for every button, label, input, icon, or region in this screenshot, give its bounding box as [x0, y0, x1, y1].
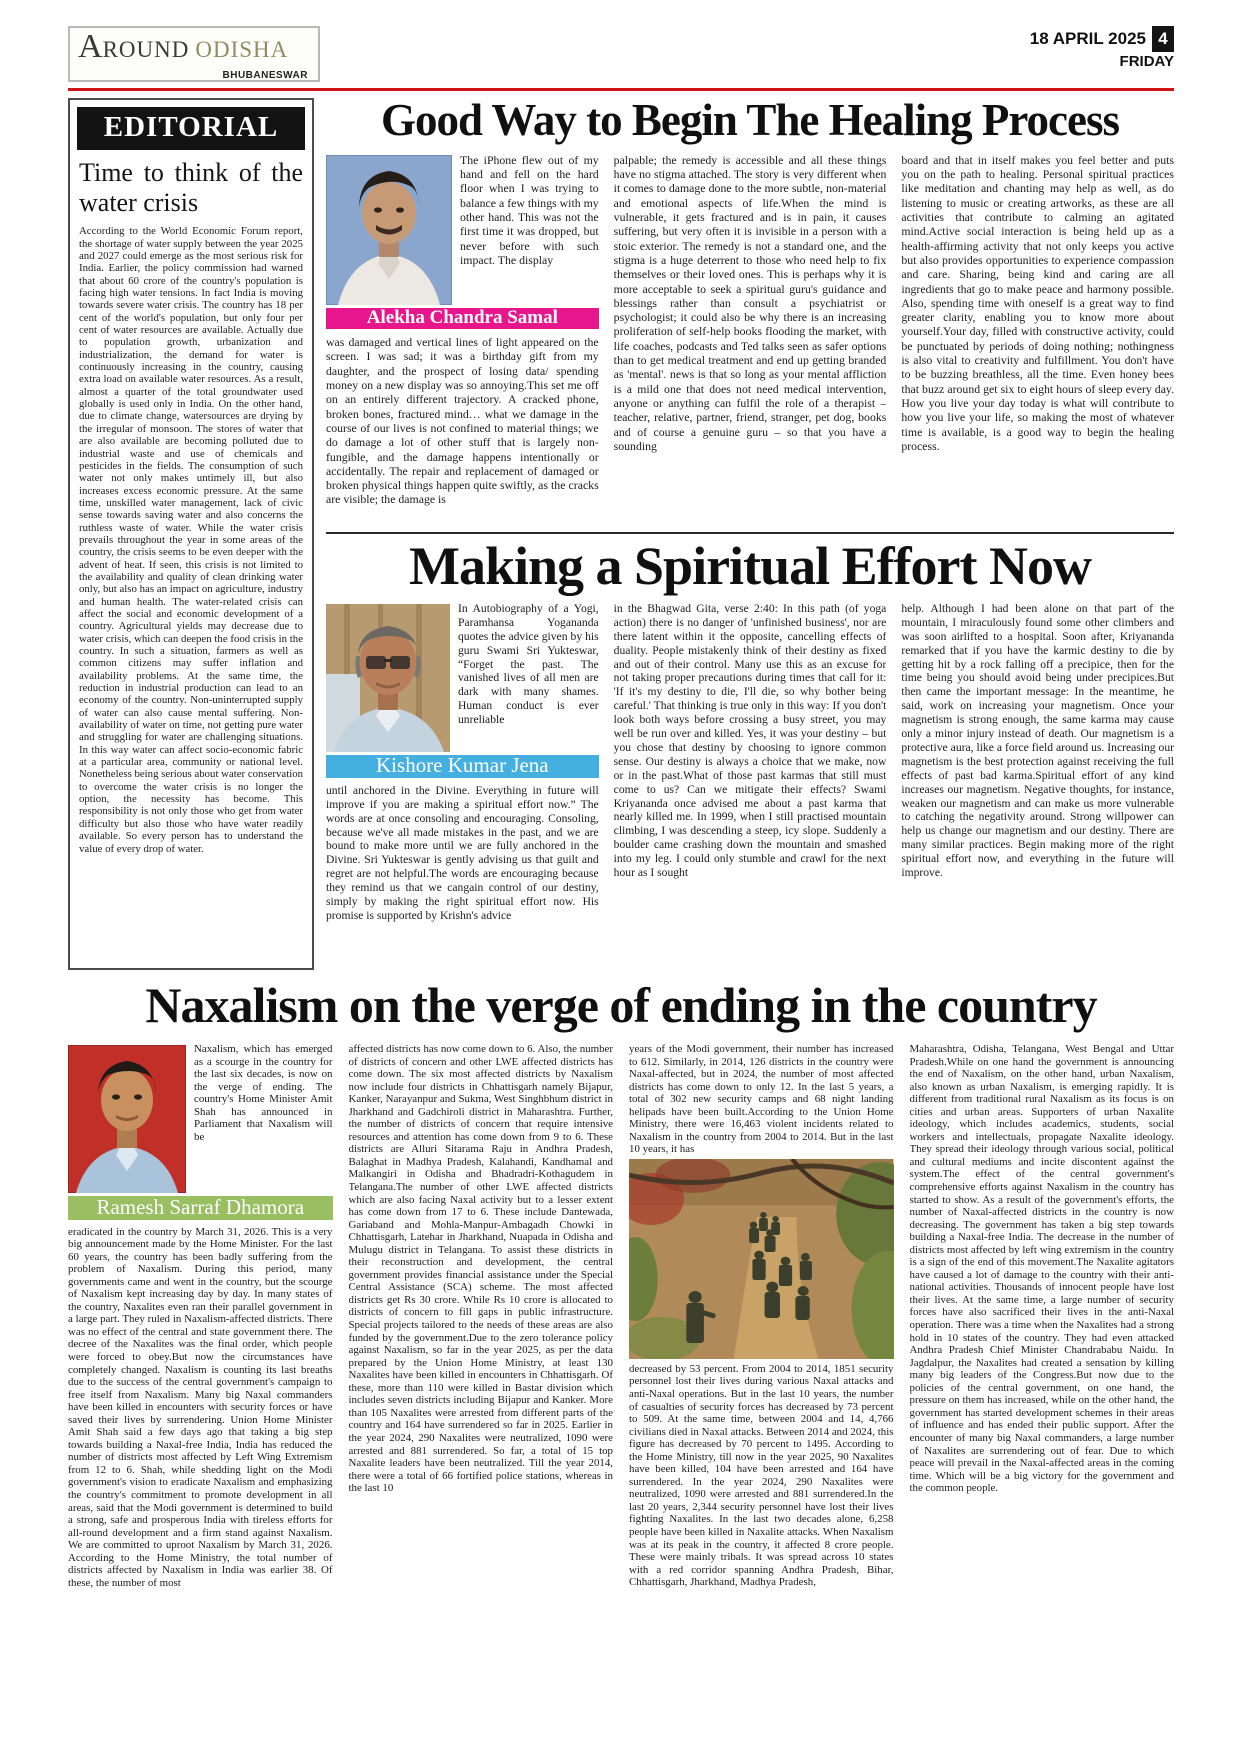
- naxalism-col-4: [910, 1043, 1175, 1703]
- spiritual-col3-text: help. Although I had been alone on that part of the mountain, I miraculously found some other climbers and was soon airlifted to a hospital. Soon after, Kriyananda remarked that if you have the karmic destiny to die by getting hit by a rock falling off a precipice, then for the time being you should avoid being under precipices.But then came the important message: In the meantime, he said, work on increasing your magnetism. Once your magnetism is strong enough, the same karma may cause only a minor injury instead of death. Our magnetism is a protective aura, like a force field around us. Increasing our magnetism is the best protection against receiving the full effects of past bad karma.Spiritual effort of any kind increases our magnetism. Negative thoughts, for instance, weaken our magnetism and can make us more vulnerable to catching the negativity around. Strong willpower can help us change our magnetism and our destiny. There are many similar practices. Begin making more of the right spiritual effort now, and everything in the future will improve.: [901, 601, 1174, 880]
- naxalism-col3-bottom-text: decreased by 53 percent. From 2004 to 2014, 1851 security personnel lost their lives during various Naxal attacks and anti-Naxal operations. But in the last 10 years, the number of casualties of security forces has decreased by 73 percent to 509. At the same time, between 2004 and 14, 4,766 civilians died in Naxal attacks. Between 2014 and 2024, this figure has decreased by 70 percent to 1495. According to the Home Ministry, till now in the year 2025, 90 Naxalites have been killed, 104 have been arrested and 164 have surrendered. In the year 2024, 290 Naxalites were neutralized, 1090 were arrested and 881 surrendered.In the last 20 years, 2,344 security personnel have lost their lives fighting Naxalites. In the last two decades alone, 6,258 people have been killed in Naxalite attacks. When Naxalism was at its peak in the country, it affected 8 crore people. These were mainly tribals. It was spread across 10 states with a red corridor spanning Andhra Pradesh, Bihar, Chhattisgarh, Jharkhand, Madhya Pradesh,: [629, 1362, 894, 1589]
- masthead-title: [78, 30, 308, 70]
- naxalism-columns: [68, 1043, 1174, 1703]
- top-section: [68, 95, 1174, 970]
- healing-col-2: [614, 153, 887, 525]
- spiritual-headline: Making a Spiritual Effort Now: [408, 535, 1092, 596]
- spiritual-col-1: [326, 602, 599, 970]
- masthead-word-around: ROUND: [102, 37, 190, 62]
- naxalism-col4-text: Maharashtra, Odisha, Telangana, West Bengal and Uttar Pradesh.While on one hand the government is announcing the end of Naxalism, on the other hand, urban Naxalism, also known as urban Naxalism, is emerging rapidly. It is different from traditional rural Naxalism as its focus is on cities and urban areas. Supporters of urban Naxalite ideology, which includes academics, students, social workers and intellectuals, propagate Naxalite ideology. They spread their ideology through various social, political and cultural mediums and incite discontent against the system.The effect of the central government's comprehensive efforts against Naxalism in the country has started to show. As a result of the government's efforts, the number of Naxal-affected districts in the country is now decreasing. The government has taken a big step towards building a Naxal-free India. The decrease in the number of districts most affected by left wing extremism in the country is a sign of the end of this movement.The Naxalite agitators have caused a lot of damage to the country with their anti-national activities. Thousands of innocent people have lost their lives. At the same time, a large number of security forces have also sacrificed their lives in the anti-Naxal operation. There was a time when the Naxalites had a strong hold in 10 states of the country. They had even attacked Andhra Pradesh Chief Minister Chandrababu Naidu. In Jagdalpur, the Naxalites had created a sensation by killing many big leaders of the Congress.But now due to the policies of the central government, on one hand, the pressure on them has increased, while on the other hand, the government has started development schemes in their areas of influence and has ended their public support. After the encounter of many big Naxal commanders, a large number of Naxalites are surrendering out of fear. Due to which peace will prevail in the Naxal-affected areas in the coming time. Which will be a big victory for the government and the common people.: [909, 1043, 1174, 1495]
- article-naxalism: [68, 977, 1174, 1703]
- page-header: [68, 26, 1174, 86]
- naxalism-col3-top-text: years of the Modi government, their number has increased to 612. Similarly, in 2014, 126 districts in the country were Naxal-affected, but in 2024, the number of most affected districts has come down to only 12. In the last 5 years, a total of 302 new security camps and 68 night landing helipads have been built.According to the Union Home Ministry, there were 16,463 violent incidents related to Naxalism in the country from 2004 to 2014. But in the last 10 years, it has: [629, 1043, 894, 1156]
- spiritual-col-3: [901, 602, 1174, 970]
- healing-col-1: [326, 153, 599, 525]
- masthead-city: BHUBANESWAR: [222, 70, 308, 81]
- spiritual-byline: Kishore Kumar Jena: [326, 755, 599, 778]
- naxalism-byline: Ramesh Sarraf Dhamora: [68, 1196, 333, 1220]
- naxalism-col-1: [68, 1043, 333, 1703]
- masthead-initial: A: [78, 28, 103, 65]
- article-spiritual: [326, 535, 1174, 970]
- issue-date: 18 APRIL 2025: [1029, 29, 1146, 48]
- naxalism-col-2: [349, 1043, 614, 1703]
- naxalism-headline: Naxalism on the verge of ending in the country: [145, 977, 1097, 1033]
- spiritual-intro-text: In Autobiography of a Yogi, Paramhansa Yogananda quotes the advice given by his guru Swami Sri Yukteswar, “Forget the past. The vanished lives of all men are dark with many shames. Human conduct is ever unreliable: [458, 601, 599, 727]
- section-divider-rule: [326, 532, 1174, 534]
- masthead-word-odisha: ODISHA: [195, 37, 289, 62]
- healing-col2-text: palpable; the remedy is accessible and all these things have no stigma attached. The story is very different when it comes to damage done to the more subtle, non-material and emotional aspects of life.When the mind is vulnerable, it gets fractured and is in pain, it causes suffering, but very often it is invisible in a person with a stoic exterior. The remedy is not a standard one, and the stigma is a huge deterrent to those who need help to fix themselves or their loved ones. This is perhaps why it is more acceptable to seek a spiritual guru's guidance and blessings rather than consult a psychiatrist or psychologist; it could also be why there is an increasing proliferation of self-help books flooding the market, with life coaches, podcasts and Ted talks seen as safer options than to get medical treatment and end up getting branded as 'mental'. news is that so long as your mental affliction is a mild one that does not need medical intervention, anyone or anything can fulfil the role of a therapist – teacher, relative, partner, friend, stranger, pet dog, books and of course a genuine guru – so that you have a sounding: [613, 152, 887, 453]
- naxal-patrol-photo: [629, 1159, 894, 1359]
- editorial-label: EDITORIAL: [77, 107, 305, 150]
- jena-author-photo: [326, 604, 450, 752]
- healing-intro-text: The iPhone flew out of my hand and fell on the hard floor when I was trying to balance a few things with my other hand. This was not the first time it was dropped, but never before with such impact. The display: [460, 152, 599, 267]
- healing-columns: [326, 153, 1174, 525]
- editorial-body: According to the World Economic Forum report, the shortage of water supply between the year 2025 and 2027 could emerge as the most serious risk for India. Earlier, the policy commission had warned that about 60 crore of the country's population is facing high water tensions. In fact India is moving towards severe water crisis. The country has 18 per cent of the world's population, but only four per cent of water resources are available. Actually due to population growth, urbanization and industrialization, the demand for water is continuously increasing in the country, causing extra load on available water resources. As a result, almost a quarter of the total groundwater used globally is used only in India. On the other hand, due to climate change, watersources are drying by the irregular of monsoon. The stores of water that are also available are becoming polluted due to industrial waste and use of chemicals and pesticides in the fields. The consumption of such water not only makes untimely ill, but also increases excess economic pressure. At the same time, unskilled water management, lack of civic sense towards saving water and also concerns the ruthless waste of water. While the water crisis prevails throughout the year in some areas of the country, the crisis seems to be even deeper with the advent of heat. If seen, this crisis is not limited to the availability and quality of clean drinking water only, but also has an impact on agriculture, industry and human health. The water-related crisis can affect the social and economic development of a country. Agricultural yields may decrease due to water crisis, which can deepen the food crisis in the country. In such a situation, farmers as well as common citizens may suffer inflation and availability problems. At the same time, the reduction in industrial production can lead to an economy of the country. Non-uninterrupted supply of water can also cause mental suffering. Non-availability of water on time, not getting pure water and struggling for water are challenging situations. In this way water can affect socio-economic fabric at a particular area, community or national level. Nonetheless being serious about water conservation to overcome the water crisis is no longer the option, the necessity has become. This responsibility is not only those who get from water difficulty but also those who have water readily available. So every person has to understand the value of every drop of water.: [79, 225, 303, 855]
- healing-byline: Alekha Chandra Samal: [326, 308, 599, 329]
- healing-col1-text: was damaged and vertical lines of light appeared on the screen. I was sad; it was a birthday gift from my daughter, and the prospect of losing data/ spending money on a new display was so annoying.This set me off on an entirely different trajectory. A cracked phone, broken bones, fractured mind… what we damage in the course of our lives is not confined to material things; we do damage a lot of other stuff that is largely non-fungible, and the damage happens intentionally or accidentally. The repair and replacement of damaged or broken physical things happen quite swiftly, as the cracks are visible; the damage is: [326, 335, 599, 507]
- samal-author-photo: [326, 155, 452, 305]
- naxalism-col1-text: eradicated in the country by March 31, 2026. This is a very big announcement made by the Home Minister. For the last 60 years, the country has been badly suffering from the problem of Naxalism. During this period, many governments came and went in the country, but the scourge of Naxalism kept increasing day by day. In many states of the country, Naxalites even ran their parallel government in a large part. They ruled in Naxalism-affected districts. There was no effect of the central and state government there. The decree of the Naxalites was the final order, which people were forced to obey.But now the circumstances have completely changed. Naxalism is counting its last breaths due to the success of the central government's campaign to free itself from Naxalism. Many big Naxal commanders have been killed in encounters with security forces or have saved their lives by surrendering. Union Home Minister Amit Shah said a few days ago that taking a big step towards building a Naxal-free India, India has reduced the number of districts most affected by Left Wing Extremism from 12 to 6. Shah, while shedding light on the Modi government's vision to eradicate Naxalism and emphasizing the country's commitment to promote development in all areas, said that the Modi government is determined to build a strong, safe and prosperous India with tireless efforts for all-round development and a firm stand against Naxalism. We are committed to uproot Naxalism by March 31, 2026. According to the Home Ministry, the total number of districts affected by Naxalism in India was earlier 38. Of these, the number of most: [68, 1225, 333, 1589]
- editorial-box: [68, 98, 314, 970]
- naxalism-intro-text: Naxalism, which has emerged as a scourge in the country for the last six decades, is now on the verge of ending. The country's Home Minister Amit Shah has announced in Parliament that Naxalism will be: [194, 1043, 333, 1143]
- naxalism-col2-text: affected districts has now come down to 6. Also, the number of districts of concern and other LWE affected districts has come down. The six most affected districts by Naxalism now include four districts in Chhattisgarh namely Bijapur, Kanker, Narayanpur and Sukma, West Singhbhum district in Jharkhand and Gadchiroli district in Maharashtra. Further, the number of districts of concern that require intensive resources and attention has come down from 9 to 6. These districts are Alluri Sitarama Raju in Andhra Pradesh, Balaghat in Madhya Pradesh, Kalahandi, Kandhamal and Malkangiri in Odisha and Bhadradri-Kothagudem in Telangana.The number of other LWE affected districts which are also facing Naxal activity but to a lesser extent has come down from 17 to 6. These include Dantewada, Gariaband and Mohla-Manpur-Ambagadh Chowki in Chhattisgarh, Latehar in Jharkhand, Nuapada in Odisha and Mulugu district in Telangana. To assist these districts in their reconstruction and development, the central government provides financial assistance under the Special Central Assistance (SCA) scheme. The most affected districts get Rs 30 crore. While Rs 10 crore is allocated to districts of concern to fill gaps in public infrastructure. Special projects tailored to the needs of these areas are also funded by the government.Due to the zero tolerance policy against Naxalism, so far in the year 2025, as per the data prepared by the Union Home Ministry, at least 130 Naxalites have been killed in encounters in Chhattisgarh. Of these, more than 110 were killed in Bastar division which includes seven districts including Bijapur and Kanker. More than 105 Naxalites were arrested from different parts of the country and 164 have surrendered so far in 2025. Earlier in the year 2024, 290 Naxalites were neutralized, 1090 were arrested and 881 surrendered. So far, a total of 15 top Naxalite leaders have been neutralized. Till the year 2014, there were a total of 66 fortified police stations, whereas in the last 10: [348, 1043, 613, 1495]
- spiritual-col2-text: in the Bhagwad Gita, verse 2:40: In this path (of yoga action) there is no danger of 'unfinished business', nor are there latent within it the opposite, cancelling effects of duality. People mistakenly think of their destiny as fixed and out of their control. Many use this as an excuse for not taking proper precautions during times that call for it: 'If it's my destiny to die, I'll die, so why bother being careful.' That thinking is true only in this way: If you don't look both ways before crossing a busy street, you may well be run over and killed. Yes, it was your destiny – but you chose that destiny by choosing to ignore common sense. Our destiny is always a choice that we make, now or in the past.What of those past karmas that still must come to us? Can we mitigate their effects? Swami Kriyananda once advised me about a past karma that nearly killed me. In 1999, when I still practised mountain climbing, I was descending a steep, icy slope. Suddenly a boulder came crashing down the mountain and smashed into my leg. I could only stumble and crawl for the next hour as I sought: [613, 601, 887, 880]
- healing-col-3: [901, 153, 1174, 525]
- top-articles: [326, 95, 1174, 970]
- date-row: [1030, 26, 1174, 52]
- page-number-badge: 4: [1152, 26, 1174, 52]
- naxalism-col-3: [629, 1043, 894, 1703]
- spiritual-col1-text: until anchored in the Divine. Everything in future will improve if you are making a spiritual effort now.” The words are at once consoling and encouraging. Consoling, because we've all made mistakes in the past, and we are bound to make more until we are fully anchored in the Divine. Sri Yukteswar is gently advising us that guilt and regret are not helpful.The words are encouraging because they remind us that we cangain control of our destiny, simply by making the right spiritual effort now. His promise is supported by Krishn's advice: [326, 783, 599, 922]
- spiritual-columns: [326, 602, 1174, 970]
- date-block: [1030, 26, 1174, 70]
- editorial-headline: Time to think of the water crisis: [79, 158, 303, 218]
- article-healing: [326, 95, 1174, 525]
- dhamora-author-photo: [68, 1045, 186, 1193]
- spiritual-col-2: [614, 602, 887, 970]
- masthead: [68, 26, 320, 82]
- header-red-rule: [68, 88, 1174, 91]
- issue-day: FRIDAY: [1119, 53, 1174, 70]
- healing-col3-text: board and that in itself makes you feel better and puts you on the path to healing. Personal spiritual practices like meditation and chanting may help as well, as do listening to music or creating artworks, as these are all activities that contribute to calming an agitated mind.Active social interaction is being held up as a health-affirming activity that not only keeps you active but also provides opportunities to experience compassion and care. Sharing, being kind and caring are all ingredients that go to make peace and harmony possible. Also, spending time with oneself is a great way to find greater clarity, enabling you to know more about yourself.Your day, filled with constructive activity, could be punctuated by periods of doing nothing; nothingness is also vital to creativity and fulfillment. You don't have to be buzzing breathless, all the time. Even honey bees that buzz around get six to eight hours of sleep every day. How you live your day today is what will contribute to how you live your life, so making the most of whatever time is available, is a good way to begin the healing process.: [901, 152, 1174, 453]
- healing-headline: Good Way to Begin The Healing Process: [380, 95, 1120, 145]
